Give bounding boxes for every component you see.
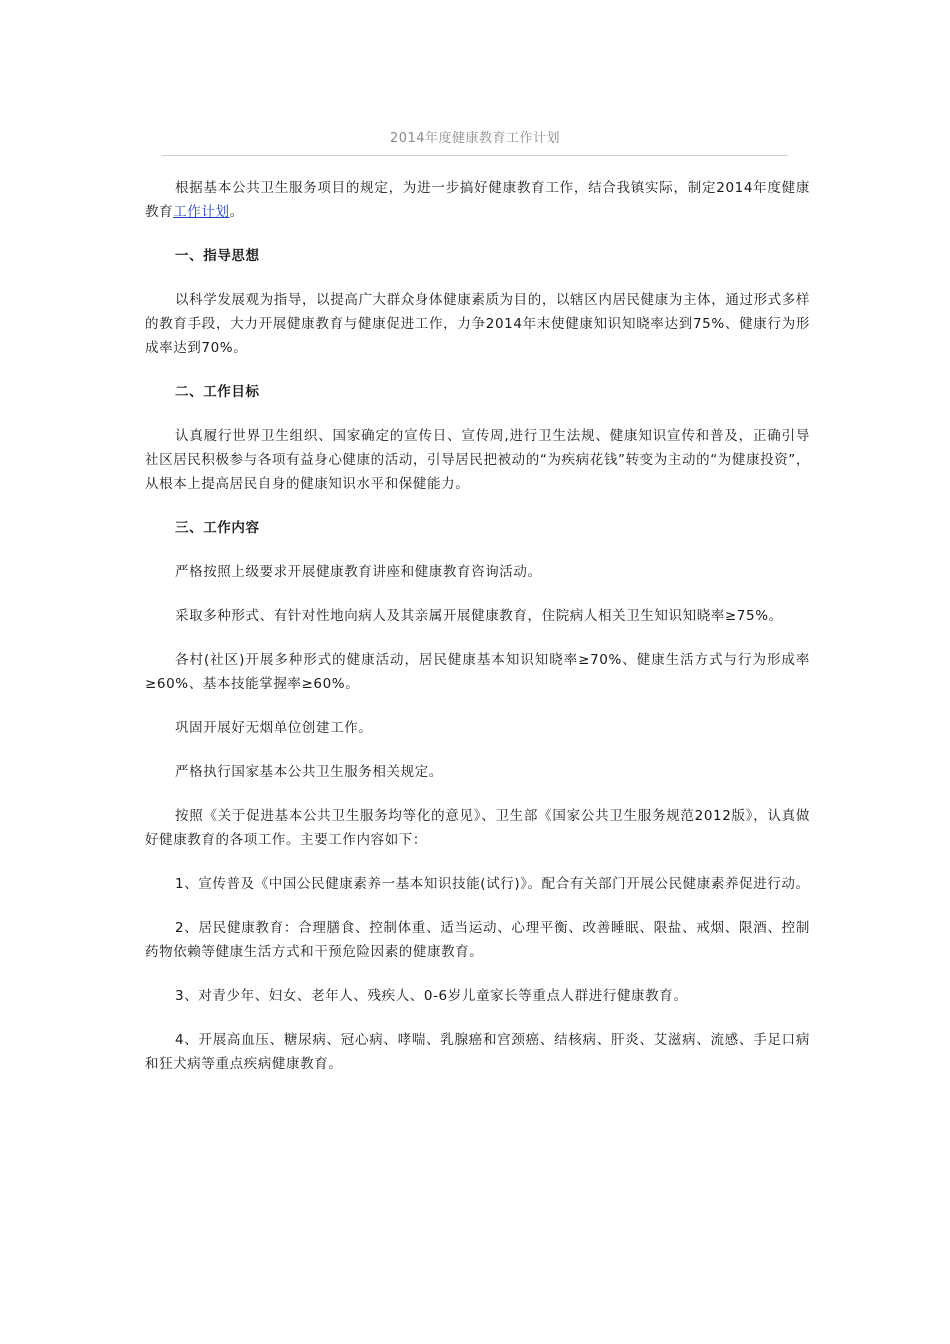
work-plan-link[interactable]: 工作计划 [173,204,230,220]
list-item: 4、开展高血压、糖尿病、冠心病、哮喘、乳腺癌和宫颈癌、结核病、肝炎、艾滋病、流感、手足口病和狂犬病等重点疾病健康教育。 [145,1032,810,1072]
section-paragraph: 巩固开展好无烟单位创建工作。 [175,720,373,736]
section-paragraph: 按照《关于促进基本公共卫生服务均等化的意见》、卫生部《国家公共卫生服务规范2012版》，认真做好健康教育的各项工作。主要工作内容如下： [145,808,810,848]
document-title: 2014年度健康教育工作计划 [389,131,561,146]
section-paragraph: 认真履行世界卫生组织、国家确定的宣传日、宣传周,进行卫生法规、健康知识宣传和普及，正确引导社区居民积极参与各项有益身心健康的活动，引导居民把被动的“为疾病花钱”转变为主动的“为健康投资”，从根本上提高居民自身的健康知识水平和保健能力。 [145,428,810,492]
section-heading-guiding-ideology: 一、指导思想 [175,248,260,264]
intro-text-end: 。 [229,204,244,220]
section-paragraph: 采取多种形式、有针对性地向病人及其亲属开展健康教育，住院病人相关卫生知识知晓率≥75%。 [175,608,783,624]
intro-paragraph [145,176,810,224]
section-paragraph: 各村(社区)开展多种形式的健康活动，居民健康基本知识知晓率≥70%、健康生活方式与行为形成率≥60%、基本技能掌握率≥60%。 [145,652,810,692]
section-heading-work-content: 三、工作内容 [175,520,260,536]
section-paragraph: 以科学发展观为指导，以提高广大群众身体健康素质为目的，以辖区内居民健康为主体，通过形式多样的教育手段，大力开展健康教育与健康促进工作，力争2014年末使健康知识知晓率达到75%、健康行为形成率达到70%。 [145,292,810,356]
list-item: 1、宣传普及《中国公民健康素养一基本知识技能(试行)》。配合有关部门开展公民健康素养促进行动。 [175,876,810,892]
intro-text: 根据基本公共卫生服务项目的规定，为进一步搞好健康教育工作，结合我镇实际，制定2014年度健康教育 [145,180,810,220]
section-paragraph: 严格按照上级要求开展健康教育讲座和健康教育咨询活动。 [175,564,542,580]
document-body [145,176,810,1096]
list-item: 2、居民健康教育：合理膳食、控制体重、适当运动、心理平衡、改善睡眠、限盐、戒烟、限酒、控制药物依赖等健康生活方式和干预危险因素的健康教育。 [145,920,810,960]
section-heading-work-goals: 二、工作目标 [175,384,260,400]
list-item: 3、对青少年、妇女、老年人、残疾人、0-6岁儿童家长等重点人群进行健康教育。 [175,988,688,1004]
title-divider [162,155,788,156]
section-paragraph: 严格执行国家基本公共卫生服务相关规定。 [175,764,443,780]
